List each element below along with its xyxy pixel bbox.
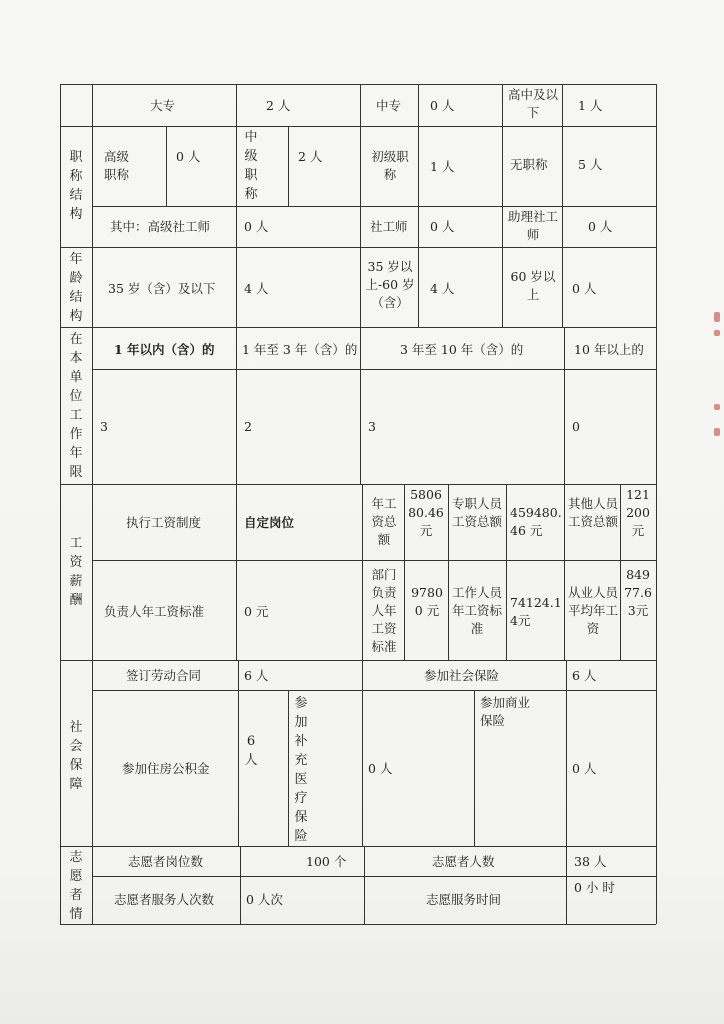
annual-wage-total-label: 年工资总额 <box>371 496 397 547</box>
tenure-value-4: 0 <box>572 419 580 434</box>
volunteer-service-times-label: 志愿者服务人次数 <box>114 892 215 907</box>
leader-wage-standard-value: 0 元 <box>244 604 269 619</box>
volunteer-service-hours-label: 志愿服务时间 <box>426 892 502 907</box>
tenure-label: 在本单位工作年限 <box>69 332 83 480</box>
staff-wage-total-label: 专职人员工资总额 <box>452 496 503 529</box>
rule <box>566 846 567 924</box>
junior-title-label: 初级职称 <box>371 149 409 182</box>
rule <box>620 484 621 660</box>
rule <box>360 327 361 484</box>
rule <box>418 206 419 247</box>
rule <box>240 846 241 924</box>
rule <box>360 247 361 327</box>
no-title-value: 5 人 <box>578 157 603 172</box>
commercial-insurance-label: 参加商业保险 <box>480 695 531 728</box>
rule <box>60 327 656 328</box>
stamp-bleed-mark <box>714 330 720 336</box>
social-insurance-label: 参加社会保险 <box>424 668 500 683</box>
other-wage-total-label: 其他人员工资总额 <box>568 496 619 529</box>
rule <box>656 84 657 924</box>
supplementary-medical-value: 0 人 <box>368 761 393 776</box>
rule <box>566 660 567 846</box>
senior-social-worker-label: 其中：高级社工师 <box>110 219 211 234</box>
tenure-value-3: 3 <box>368 419 376 434</box>
rule <box>60 924 656 925</box>
edu-zhongzhuan-value: 0 人 <box>430 98 455 113</box>
labor-contract-value: 6 人 <box>244 668 269 683</box>
rule <box>92 84 93 924</box>
worker-wage-standard-value: 74124.14元 <box>510 595 562 628</box>
middle-title-label: 中级职称 <box>244 130 258 202</box>
rule <box>236 126 237 206</box>
age-35to60-label: 35 岁以上-60 岁（含） <box>365 259 415 310</box>
wage-system-label: 执行工资制度 <box>126 515 202 530</box>
rule <box>364 846 365 924</box>
housing-fund-value: 6 人 <box>244 734 258 768</box>
edu-gaozhong-value: 1 人 <box>578 98 603 113</box>
rule <box>60 84 656 85</box>
rule <box>288 690 289 846</box>
rule <box>502 84 503 126</box>
title-structure-label: 职称结构 <box>69 150 83 222</box>
assistant-social-worker-value: 0 人 <box>588 219 613 234</box>
junior-title-value: 1 人 <box>430 159 455 174</box>
rule <box>236 247 237 327</box>
rule <box>360 126 361 206</box>
social-insurance-value: 6 人 <box>572 668 597 683</box>
rule <box>236 84 237 126</box>
rule <box>236 484 237 660</box>
volunteer-count-value: 38 人 <box>574 854 607 869</box>
rule <box>60 247 656 248</box>
volunteer-count-label: 志愿者人数 <box>432 854 495 869</box>
rule <box>562 84 563 126</box>
rule <box>562 126 563 206</box>
wage-system-value: 自定岗位 <box>244 515 295 530</box>
rule <box>92 206 656 207</box>
dept-head-wage-standard-label: 部门负责人年工资标准 <box>371 567 397 654</box>
tenure-header-3: 3 年至 10 年（含）的 <box>400 342 524 357</box>
rule <box>236 327 237 484</box>
stamp-bleed-mark <box>714 404 720 410</box>
rule <box>562 247 563 327</box>
senior-title-label: 高级职称 <box>104 149 130 182</box>
labor-contract-label: 签订劳动合同 <box>126 668 202 683</box>
dept-head-wage-standard-value: 97800 元 <box>411 585 443 618</box>
tenure-value-2: 2 <box>244 419 252 434</box>
staff-wage-total-value: 459480.46 元 <box>510 505 562 538</box>
stamp-bleed-mark <box>714 312 720 322</box>
rule <box>360 84 361 126</box>
rule <box>506 484 507 660</box>
other-wage-total-value: 121200元 <box>626 487 650 538</box>
rule <box>502 247 503 327</box>
rule <box>448 484 449 660</box>
edu-gaozhong-label: 高中及以下 <box>508 87 559 120</box>
rule <box>564 327 565 484</box>
rule <box>474 690 475 846</box>
average-wage-value: 84977.63元 <box>624 567 652 618</box>
rule <box>362 660 363 846</box>
volunteer-service-hours-value: 0 小 时 <box>574 880 615 895</box>
rule <box>562 206 563 247</box>
volunteer-label: 志愿者情 <box>69 850 83 922</box>
age-structure-label: 年龄结构 <box>69 252 83 324</box>
stamp-bleed-mark <box>714 428 720 436</box>
annual-wage-total-value: 580680.46 元 <box>408 487 444 538</box>
edu-zhongzhuan-label: 中专 <box>376 98 402 113</box>
rule <box>60 126 656 127</box>
age-under35-value: 4 人 <box>244 281 269 296</box>
rule <box>92 690 656 691</box>
edu-dazhuan-value: 2 人 <box>266 98 291 113</box>
worker-wage-standard-label: 工作人员年工资标准 <box>452 585 503 636</box>
tenure-value-1: 3 <box>100 419 108 434</box>
age-over60-value: 0 人 <box>572 281 597 296</box>
rule <box>238 660 239 846</box>
rule <box>288 126 289 206</box>
rule <box>502 206 503 247</box>
rule <box>92 369 656 370</box>
rule <box>564 484 565 660</box>
salary-label: 工资薪酬 <box>69 536 83 608</box>
rule <box>92 876 656 877</box>
rule <box>92 560 656 561</box>
tenure-header-1: 1 年以内（含）的 <box>114 342 215 357</box>
social-worker-label: 社工师 <box>370 219 408 234</box>
age-under35-label: 35 岁（含）及以下 <box>108 281 216 296</box>
housing-fund-label: 参加住房公积金 <box>122 761 210 776</box>
rule <box>360 206 361 247</box>
senior-title-value: 0 人 <box>176 149 201 164</box>
commercial-insurance-value: 0 人 <box>572 761 597 776</box>
volunteer-posts-value: 100 个 <box>306 854 347 869</box>
average-wage-label: 从业人员平均年工资 <box>568 585 619 636</box>
rule <box>166 126 167 206</box>
rule <box>418 247 419 327</box>
rule <box>404 484 405 660</box>
rule <box>60 484 656 485</box>
rule <box>236 206 237 247</box>
no-title-label: 无职称 <box>510 157 548 172</box>
tenure-header-4: 10 年以上的 <box>574 342 644 357</box>
volunteer-posts-label: 志愿者岗位数 <box>128 854 204 869</box>
social-worker-value: 0 人 <box>430 219 455 234</box>
leader-wage-standard-label: 负责人年工资标准 <box>104 604 205 619</box>
edu-dazhuan-label: 大专 <box>150 98 176 113</box>
tenure-header-2: 1 年至 3 年（含）的 <box>242 342 358 357</box>
age-35to60-value: 4 人 <box>430 281 455 296</box>
rule <box>418 126 419 206</box>
rule <box>362 484 363 660</box>
age-over60-label: 60 岁以上 <box>510 269 556 302</box>
senior-social-worker-value: 0 人 <box>244 219 269 234</box>
volunteer-service-times-value: 0 人次 <box>246 892 283 907</box>
rule <box>60 84 61 924</box>
rule <box>418 84 419 126</box>
rule <box>502 126 503 206</box>
social-security-label: 社会保障 <box>69 720 83 792</box>
middle-title-value: 2 人 <box>298 149 323 164</box>
assistant-social-worker-label: 助理社工师 <box>508 209 559 242</box>
supplementary-medical-label: 参加补充医疗保险 <box>294 696 308 844</box>
